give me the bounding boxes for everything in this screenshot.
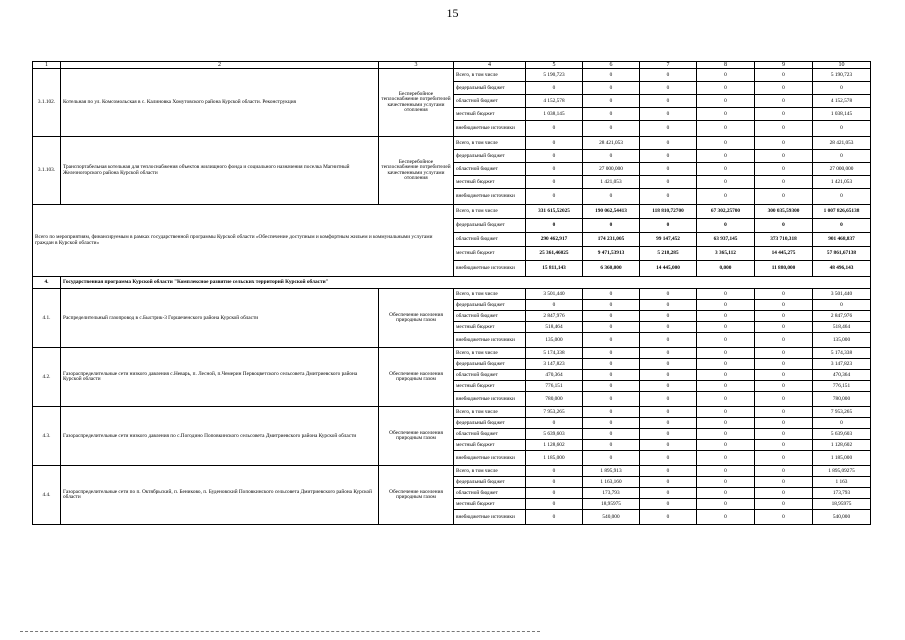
amount-cell: 0 [755,150,813,163]
amount-cell: 0 [755,189,813,205]
amount-cell: 0 [583,219,640,233]
amount-cell: 0 [526,477,583,488]
amount-cell: 0 [583,322,640,333]
amount-cell: 0 [583,121,640,137]
funding-source: местный бюджет [454,440,526,451]
amount-cell: 0 [755,311,813,322]
amount-cell: 0 [755,348,813,359]
amount-cell: 0 [640,69,697,82]
funding-source: внебюджетные источники [454,189,526,205]
amount-cell: 0 [697,418,755,429]
header-cell: 7 [640,62,697,69]
amount-cell: 300 035,59300 [755,205,813,219]
amount-cell: 0 [697,189,755,205]
project-code: 3.1.103. [33,137,61,205]
amount-cell: 118 810,72700 [640,205,697,219]
project-name: Газораспределительные сети низкого давления с.Неварь, п. Лесной, п.Чемерин Первоцветского сельсовета Дмитриевского района Курской области [61,348,379,407]
amount-cell: 3 501,440 [813,289,871,300]
amount-cell: 0 [640,451,697,466]
amount-cell: 1 007 826,65138 [813,205,871,219]
amount-cell: 0 [697,359,755,370]
amount-cell: 67 302,25700 [697,205,755,219]
project-name: Котельная по ул. Комсомольская в с. Калиновка Хомутовского района Курской области. Реконструкция [61,69,379,137]
amount-cell: 0 [640,108,697,121]
amount-cell: 0 [640,477,697,488]
amount-cell: 0 [640,348,697,359]
amount-cell: 0 [583,429,640,440]
amount-cell: 0 [640,440,697,451]
amount-cell: 0 [755,451,813,466]
amount-cell: 0 [755,121,813,137]
page-edge-line [20,631,540,632]
funding-source: Всего, в том числе [454,466,526,477]
amount-cell: 0 [697,488,755,499]
amount-cell: 0 [526,466,583,477]
amount-cell: 0 [526,163,583,176]
header-cell: 2 [61,62,379,69]
amount-cell: 0 [697,510,755,525]
amount-cell: 0 [583,289,640,300]
amount-cell: 5 174,338 [813,348,871,359]
project-code: 4.1. [33,289,61,348]
amount-cell: 0 [583,440,640,451]
amount-cell: 5 639,603 [526,429,583,440]
project-purpose: Бесперебойное теплоснабжение потребителей качественными услугами отопления [379,137,454,205]
funding-source: федеральный бюджет [454,82,526,95]
amount-cell: 470,364 [526,370,583,381]
funding-source: областной бюджет [454,233,526,247]
amount-cell: 0 [583,95,640,108]
amount-cell: 48 496,143 [813,261,871,277]
amount-cell: 0 [526,176,583,189]
amount-cell: 0 [755,510,813,525]
amount-cell: 0,000 [697,261,755,277]
project-purpose: Обеспечение населения природным газом [379,466,454,525]
amount-cell: 5 218,285 [640,247,697,261]
funding-source: местный бюджет [454,108,526,121]
section-title: Государственная программа Курской области "Комплексное развитие сельских территорий Курской области" [61,277,871,289]
amount-cell: 540,000 [813,510,871,525]
amount-cell: 518,464 [813,322,871,333]
amount-cell: 174 231,005 [583,233,640,247]
amount-cell: 0 [755,488,813,499]
amount-cell: 0 [697,333,755,348]
amount-cell: 0 [640,300,697,311]
amount-cell: 0 [813,219,871,233]
amount-cell: 5 190,723 [526,69,583,82]
amount-cell: 2 847,976 [526,311,583,322]
header-cell: 5 [526,62,583,69]
amount-cell: 1 128,602 [526,440,583,451]
project-purpose: Бесперебойное теплоснабжение потребителей качественными услугами отопления [379,69,454,137]
amount-cell: 0 [583,407,640,418]
section-row [33,277,871,289]
amount-cell: 0 [640,510,697,525]
amount-cell: 5 190,723 [813,69,871,82]
amount-cell: 18,95975 [583,499,640,510]
project-purpose: Обеспечение населения природным газом [379,348,454,407]
amount-cell: 0 [697,466,755,477]
amount-cell: 0 [640,311,697,322]
table-row [33,348,871,359]
amount-cell: 0 [640,333,697,348]
amount-cell: 6 360,000 [583,261,640,277]
project-code: 4.4. [33,466,61,525]
project-purpose: Обеспечение населения природным газом [379,407,454,466]
amount-cell: 173,793 [583,488,640,499]
amount-cell: 1 163,160 [583,477,640,488]
amount-cell: 0 [813,150,871,163]
amount-cell: 0 [583,359,640,370]
amount-cell: 518,464 [526,322,583,333]
amount-cell: 0 [640,189,697,205]
funding-source: областной бюджет [454,311,526,322]
amount-cell: 0 [526,418,583,429]
amount-cell: 0 [583,69,640,82]
amount-cell: 0 [583,418,640,429]
amount-cell: 0 [755,82,813,95]
amount-cell: 780,000 [813,392,871,407]
subtotal-label: Всего по мероприятиям, финансируемым в рамках государственной программы Курской области «Обеспечение доступным и комфортным жильем и коммунальными услугами граждан в Курской области» [33,205,454,277]
amount-cell: 0 [526,499,583,510]
amount-cell: 0 [640,499,697,510]
amount-cell: 331 615,52025 [526,205,583,219]
table-row [33,137,871,150]
amount-cell: 99 147,452 [640,233,697,247]
amount-cell: 470,364 [813,370,871,381]
amount-cell: 0 [755,163,813,176]
amount-cell: 0 [697,289,755,300]
amount-cell: 0 [813,189,871,205]
amount-cell: 0 [755,381,813,392]
amount-cell: 0 [697,348,755,359]
amount-cell: 0 [583,451,640,466]
amount-cell: 5 174,338 [526,348,583,359]
amount-cell: 3 147,823 [813,359,871,370]
project-name: Транспортабельная котельная для теплоснабжения объектов жилищного фонда и социального назначения поселка Магнитный Железногорского района Курской области [61,137,379,205]
table-row [33,289,871,300]
amount-cell: 3 501,440 [526,289,583,300]
amount-cell: 0 [583,108,640,121]
amount-cell: 25 361,46025 [526,247,583,261]
funding-source: местный бюджет [454,381,526,392]
amount-cell: 0 [697,370,755,381]
amount-cell: 0 [526,488,583,499]
amount-cell: 776,151 [526,381,583,392]
amount-cell: 0 [640,219,697,233]
amount-cell: 0 [640,163,697,176]
header-cell: 8 [697,62,755,69]
funding-source: местный бюджет [454,176,526,189]
funding-source: местный бюджет [454,322,526,333]
amount-cell: 0 [583,311,640,322]
header-cell: 9 [755,62,813,69]
header-cell: 10 [813,62,871,69]
project-name: Распределительный газопровод в с.Быстрик-3 Горшеченского района Курской области [61,289,379,348]
amount-cell: 776,151 [813,381,871,392]
amount-cell: 0 [755,466,813,477]
funding-source: внебюджетные источники [454,451,526,466]
funding-source: внебюджетные источники [454,510,526,525]
amount-cell: 3 365,112 [697,247,755,261]
table-row [33,407,871,418]
amount-cell: 0 [697,300,755,311]
amount-cell: 1 895,09275 [813,466,871,477]
amount-cell: 0 [640,381,697,392]
amount-cell: 4 152,578 [526,95,583,108]
amount-cell: 540,000 [583,510,640,525]
amount-cell: 0 [755,108,813,121]
amount-cell: 0 [755,407,813,418]
amount-cell: 0 [813,300,871,311]
table-row [33,466,871,477]
amount-cell: 0 [640,407,697,418]
amount-cell: 7 953,265 [813,407,871,418]
amount-cell: 1 038,145 [526,108,583,121]
amount-cell: 0 [526,219,583,233]
funding-source: Всего, в том числе [454,289,526,300]
header-cell: 1 [33,62,61,69]
amount-cell: 0 [526,150,583,163]
amount-cell: 373 710,318 [755,233,813,247]
amount-cell: 0 [526,82,583,95]
amount-cell: 9 471,53913 [583,247,640,261]
amount-cell: 0 [583,189,640,205]
funding-source: федеральный бюджет [454,418,526,429]
amount-cell: 0 [697,407,755,418]
funding-source: областной бюджет [454,163,526,176]
amount-cell: 0 [640,289,697,300]
amount-cell: 15 811,143 [526,261,583,277]
amount-cell: 0 [697,82,755,95]
amount-cell: 0 [526,121,583,137]
amount-cell: 28 421,053 [583,137,640,150]
amount-cell: 0 [640,370,697,381]
amount-cell: 0 [526,189,583,205]
amount-cell: 0 [640,392,697,407]
funding-source: федеральный бюджет [454,219,526,233]
amount-cell: 0 [583,150,640,163]
amount-cell: 0 [583,333,640,348]
amount-cell: 0 [697,381,755,392]
funding-source: местный бюджет [454,499,526,510]
amount-cell: 1 163 [813,477,871,488]
funding-source: федеральный бюджет [454,300,526,311]
amount-cell: 0 [697,499,755,510]
amount-cell: 14 445,275 [755,247,813,261]
table-row [33,69,871,82]
amount-cell: 3 147,823 [526,359,583,370]
amount-cell: 1 421,053 [813,176,871,189]
amount-cell: 135,000 [526,333,583,348]
funding-source: Всего, в том числе [454,137,526,150]
project-name: Газораспределительные сети низкого давления по с.Погодино Поповкинского сельсовета Дмитриевского района Курской области [61,407,379,466]
amount-cell: 0 [697,477,755,488]
amount-cell: 0 [755,300,813,311]
amount-cell: 0 [755,219,813,233]
amount-cell: 63 937,145 [697,233,755,247]
funding-source: внебюджетные источники [454,333,526,348]
amount-cell: 780,000 [526,392,583,407]
amount-cell: 0 [697,150,755,163]
amount-cell: 0 [697,176,755,189]
amount-cell: 0 [813,121,871,137]
amount-cell: 0 [697,322,755,333]
amount-cell: 0 [755,477,813,488]
amount-cell: 1 185,000 [813,451,871,466]
amount-cell: 0 [755,418,813,429]
funding-source: внебюджетные источники [454,261,526,277]
amount-cell: 0 [755,176,813,189]
amount-cell: 27 000,000 [813,163,871,176]
amount-cell: 0 [697,392,755,407]
amount-cell: 0 [697,219,755,233]
amount-cell: 0 [755,289,813,300]
amount-cell: 0 [640,121,697,137]
amount-cell: 0 [640,488,697,499]
amount-cell: 0 [755,392,813,407]
amount-cell: 1 421,053 [583,176,640,189]
amount-cell: 1 185,000 [526,451,583,466]
amount-cell: 0 [640,429,697,440]
project-purpose: Обеспечение населения природным газом [379,289,454,348]
amount-cell: 190 062,54413 [583,205,640,219]
budget-table [32,61,871,525]
amount-cell: 0 [640,322,697,333]
project-code: 4.2. [33,348,61,407]
header-cell: 6 [583,62,640,69]
amount-cell: 0 [697,108,755,121]
amount-cell: 1 038,145 [813,108,871,121]
amount-cell: 901 468,837 [813,233,871,247]
amount-cell: 0 [640,466,697,477]
amount-cell: 27 000,000 [583,163,640,176]
amount-cell: 0 [755,69,813,82]
funding-source: федеральный бюджет [454,477,526,488]
header-cell: 3 [379,62,454,69]
amount-cell: 1 128,602 [813,440,871,451]
amount-cell: 1 895,913 [583,466,640,477]
funding-source: федеральный бюджет [454,150,526,163]
funding-source: Всего, в том числе [454,407,526,418]
amount-cell: 0 [640,82,697,95]
amount-cell: 0 [697,311,755,322]
amount-cell: 0 [583,381,640,392]
amount-cell: 57 861,67138 [813,247,871,261]
header-cell: 4 [454,62,526,69]
amount-cell: 2 847,976 [813,311,871,322]
amount-cell: 0 [526,137,583,150]
amount-cell: 0 [583,348,640,359]
funding-source: внебюджетные источники [454,121,526,137]
amount-cell: 0 [813,82,871,95]
amount-cell: 0 [697,137,755,150]
amount-cell: 11 880,000 [755,261,813,277]
amount-cell: 0 [697,440,755,451]
amount-cell: 0 [640,418,697,429]
amount-cell: 14 445,000 [640,261,697,277]
amount-cell: 0 [755,440,813,451]
amount-cell: 0 [697,429,755,440]
funding-source: Всего, в том числе [454,69,526,82]
amount-cell: 28 421,053 [813,137,871,150]
amount-cell: 0 [526,510,583,525]
amount-cell: 0 [755,370,813,381]
amount-cell: 4 152,578 [813,95,871,108]
amount-cell: 290 462,917 [526,233,583,247]
amount-cell: 0 [640,95,697,108]
funding-source: федеральный бюджет [454,359,526,370]
amount-cell: 0 [755,499,813,510]
amount-cell: 0 [640,137,697,150]
funding-source: областной бюджет [454,429,526,440]
project-name: Газораспределительные сети по п. Октябрьский, п. Бениково, п. Буденовский Поповкинского сельсовета Дмитриевского района Курской области [61,466,379,525]
amount-cell: 0 [697,451,755,466]
amount-cell: 0 [583,370,640,381]
amount-cell: 0 [755,137,813,150]
amount-cell: 0 [640,150,697,163]
amount-cell: 7 953,265 [526,407,583,418]
project-code: 4.3. [33,407,61,466]
funding-source: внебюджетные источники [454,392,526,407]
amount-cell: 0 [583,392,640,407]
section-number: 4. [33,277,61,289]
amount-cell: 173,793 [813,488,871,499]
funding-source: местный бюджет [454,247,526,261]
amount-cell: 18,95975 [813,499,871,510]
amount-cell: 0 [755,333,813,348]
amount-cell: 0 [697,121,755,137]
amount-cell: 0 [640,359,697,370]
amount-cell: 0 [813,418,871,429]
amount-cell: 135,000 [813,333,871,348]
amount-cell: 0 [697,163,755,176]
amount-cell: 0 [755,322,813,333]
amount-cell: 0 [755,359,813,370]
project-code: 3.1.102. [33,69,61,137]
header-row [33,62,871,69]
funding-source: областной бюджет [454,370,526,381]
amount-cell: 0 [755,429,813,440]
funding-source: областной бюджет [454,95,526,108]
funding-source: областной бюджет [454,488,526,499]
amount-cell: 0 [755,95,813,108]
amount-cell: 0 [697,69,755,82]
amount-cell: 0 [526,300,583,311]
amount-cell: 0 [583,300,640,311]
amount-cell: 5 639,603 [813,429,871,440]
subtotal-row [33,205,871,219]
funding-source: Всего, в том числе [454,205,526,219]
amount-cell: 0 [640,176,697,189]
amount-cell: 0 [583,82,640,95]
amount-cell: 0 [697,95,755,108]
funding-source: Всего, в том числе [454,348,526,359]
page-number: 15 [446,6,459,20]
